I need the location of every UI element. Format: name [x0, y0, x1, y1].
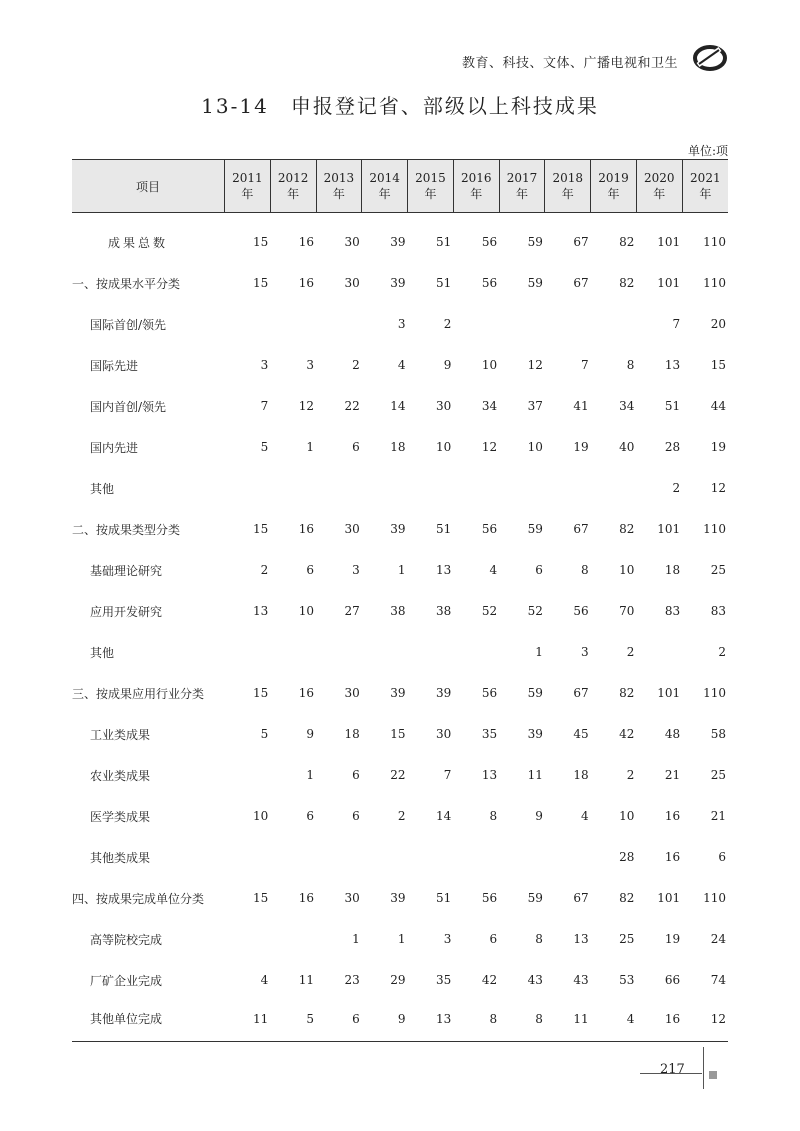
table-cell: 4: [580, 809, 589, 823]
column-header-year: 2021 年: [682, 160, 728, 213]
table-cell: 35: [481, 727, 498, 741]
table-cell: 52: [481, 604, 498, 618]
table-cell: 3: [397, 317, 406, 331]
table-cell: 3: [580, 645, 589, 659]
table-cell: 110: [703, 891, 726, 905]
row-label: 其他类成果: [90, 850, 151, 865]
column-header-year: 2015 年: [408, 160, 454, 213]
table-cell: 6: [316, 1001, 362, 1042]
table-cell: 1: [397, 563, 406, 577]
table-row: [72, 796, 728, 837]
table-row: [72, 673, 728, 714]
table-row: [72, 345, 728, 386]
table-cell: [316, 468, 362, 509]
table-cell: 11: [225, 1001, 271, 1042]
table-cell: 67: [573, 276, 589, 290]
table-cell: 27: [344, 604, 360, 618]
table-cell: 8: [580, 563, 589, 577]
table-cell: 2: [718, 645, 726, 659]
table-cell: 39: [390, 235, 406, 250]
table-cell: 9: [362, 1001, 408, 1042]
table-cell: 3: [352, 563, 360, 577]
table-cell: 82: [619, 686, 635, 700]
table-row: [72, 509, 728, 550]
table-cell: 15: [252, 235, 269, 250]
table-cell: 42: [481, 973, 498, 987]
table-cell: 42: [619, 727, 635, 741]
table-cell: 6: [489, 932, 498, 946]
table-cell: 51: [436, 235, 452, 250]
table-cell: 16: [298, 686, 315, 700]
row-label: 工业类成果: [90, 727, 151, 742]
table-cell: [362, 632, 408, 673]
table-row: [72, 263, 728, 304]
table-cell: 14: [390, 399, 406, 413]
row-label: 厂矿企业完成: [90, 973, 163, 988]
table-cell: 48: [664, 727, 681, 741]
table-cell: 22: [390, 768, 406, 782]
table-cell: 1: [306, 440, 315, 454]
table-cell: [225, 632, 271, 673]
table-cell: 5: [260, 440, 269, 454]
table-number: 13-14: [201, 94, 269, 118]
table-cell: [408, 837, 454, 878]
table-cell: 39: [436, 686, 452, 700]
table-cell: 82: [619, 891, 635, 905]
column-header-year: 2018 年: [545, 160, 591, 213]
column-header-year: 2012 年: [270, 160, 316, 213]
table-cell: 56: [481, 686, 498, 700]
table-cell: 3: [443, 932, 452, 946]
table-cell: 45: [573, 727, 589, 741]
table-cell: 10: [481, 358, 498, 372]
table-row: [72, 960, 728, 1001]
row-label: 国内先进: [90, 440, 139, 455]
table-cell: 10: [619, 809, 635, 823]
table-cell: 56: [481, 891, 498, 905]
table-cell: 39: [527, 727, 543, 741]
table-cell: 30: [344, 686, 360, 700]
table-cell: [545, 837, 591, 878]
table-cell: 25: [619, 932, 635, 946]
table-cell: 67: [573, 686, 589, 700]
table-cell: [225, 304, 271, 345]
table-cell: 21: [710, 809, 726, 823]
table-row: [72, 632, 728, 673]
table-cell: [453, 468, 499, 509]
table-cell: 21: [664, 768, 681, 782]
table-cell: [408, 468, 454, 509]
table-cell: [636, 632, 682, 673]
table-cell: 8: [453, 1001, 499, 1042]
table-cell: 110: [703, 522, 726, 536]
table-cell: 8: [499, 1001, 545, 1042]
table-row: [72, 427, 728, 468]
table-row: [72, 1001, 728, 1042]
table-cell: 82: [619, 522, 635, 536]
row-label: 其他: [90, 645, 115, 660]
table-cell: 2: [672, 481, 681, 495]
table-cell: 30: [344, 891, 360, 905]
table-cell: 28: [619, 850, 635, 864]
table-cell: [225, 755, 271, 796]
table-cell: 9: [443, 358, 452, 372]
table-cell: 59: [527, 522, 543, 536]
table-title: 申报登记省、部级以上科技成果: [290, 94, 599, 118]
column-header-year: 2019 年: [591, 160, 637, 213]
table-cell: [270, 468, 316, 509]
table-cell: [316, 304, 362, 345]
table-cell: 2: [397, 809, 406, 823]
table-cell: 6: [718, 850, 726, 864]
table-cell: [270, 919, 316, 960]
table-cell: 14: [436, 809, 452, 823]
page-number: 217: [660, 1062, 685, 1077]
table-cell: 13: [481, 768, 498, 782]
table-cell: 41: [573, 399, 589, 413]
table-cell: 101: [657, 235, 681, 250]
table-cell: 15: [252, 522, 269, 536]
statistics-table: [72, 159, 728, 1042]
table-cell: 101: [657, 891, 681, 905]
table-cell: 9: [535, 809, 543, 823]
table-cell: 10: [298, 604, 315, 618]
table-row: [72, 550, 728, 591]
table-row: [72, 919, 728, 960]
table-cell: 34: [481, 399, 498, 413]
column-header-year: 2020 年: [636, 160, 682, 213]
table-cell: 19: [664, 932, 681, 946]
table-cell: 24: [710, 932, 726, 946]
table-cell: [591, 304, 637, 345]
table-cell: 110: [703, 235, 726, 250]
table-row: [72, 755, 728, 796]
table-cell: 40: [619, 440, 635, 454]
table-cell: [453, 632, 499, 673]
table-cell: 82: [619, 276, 635, 290]
table-cell: 12: [527, 358, 543, 372]
table-cell: 44: [710, 399, 726, 413]
column-header-year: 2016 年: [453, 160, 499, 213]
table-cell: 25: [710, 563, 726, 577]
table-cell: 4: [489, 563, 498, 577]
table-cell: [270, 304, 316, 345]
table-cell: 13: [436, 563, 452, 577]
table-cell: 8: [489, 809, 498, 823]
table-cell: 70: [619, 604, 635, 618]
table-cell: 13: [664, 358, 681, 372]
row-label: 高等院校完成: [90, 932, 163, 947]
table-cell: 53: [619, 973, 635, 987]
row-label: 医学类成果: [90, 809, 151, 824]
footer-divider: [703, 1047, 704, 1089]
table-cell: 23: [344, 973, 360, 987]
publication-logo: [692, 43, 728, 73]
table-cell: 7: [580, 358, 589, 372]
table-cell: 38: [436, 604, 452, 618]
table-cell: 6: [306, 563, 315, 577]
row-label: 基础理论研究: [90, 563, 163, 578]
table-cell: 10: [527, 440, 543, 454]
table-row: [72, 213, 728, 263]
table-cell: 10: [619, 563, 635, 577]
table-cell: 15: [710, 358, 726, 372]
table-cell: [316, 632, 362, 673]
table-cell: 66: [664, 973, 681, 987]
unit-label: 单位:项: [687, 144, 728, 158]
table-cell: 51: [436, 522, 452, 536]
table-cell: 3: [260, 358, 269, 372]
table-cell: 7: [260, 399, 269, 413]
table-header-row: [72, 160, 728, 213]
table-cell: 20: [710, 317, 726, 331]
table-cell: [545, 304, 591, 345]
table-cell: 12: [710, 481, 726, 495]
table-cell: 16: [298, 891, 315, 905]
table-cell: [591, 468, 637, 509]
table-cell: [453, 837, 499, 878]
table-cell: 19: [710, 440, 726, 454]
table-cell: 16: [298, 235, 315, 250]
table-cell: [408, 632, 454, 673]
table-cell: 59: [527, 891, 543, 905]
table-cell: 13: [573, 932, 589, 946]
table-cell: 4: [260, 973, 269, 987]
table-cell: 6: [306, 809, 315, 823]
table-cell: 5: [270, 1001, 316, 1042]
table-cell: 11: [298, 973, 315, 987]
table-cell: 4: [591, 1001, 637, 1042]
row-label: 国际先进: [90, 358, 139, 373]
table-cell: 12: [682, 1001, 728, 1042]
table-cell: 1: [397, 932, 406, 946]
table-cell: 30: [436, 727, 452, 741]
table-cell: 35: [436, 973, 452, 987]
table-cell: 110: [703, 276, 726, 290]
table-cell: 67: [573, 235, 589, 250]
table-cell: 83: [710, 604, 726, 618]
table-cell: 7: [672, 317, 681, 331]
table-cell: 5: [260, 727, 269, 741]
table-cell: 16: [636, 1001, 682, 1042]
table-cell: 11: [527, 768, 543, 782]
table-cell: 11: [545, 1001, 591, 1042]
table-cell: 39: [390, 891, 406, 905]
table-cell: 43: [573, 973, 589, 987]
table-cell: 51: [664, 399, 681, 413]
table-cell: 1: [352, 932, 360, 946]
table-cell: 1: [535, 645, 543, 659]
row-label: 二、按成果类型分类: [72, 522, 181, 537]
table-cell: [270, 837, 316, 878]
column-header-year: 2013 年: [316, 160, 362, 213]
table-cell: 39: [390, 276, 406, 290]
table-cell: 3: [306, 358, 315, 372]
page-title: [0, 90, 800, 119]
table-cell: 6: [352, 440, 360, 454]
table-cell: [225, 919, 271, 960]
table-cell: 51: [436, 891, 452, 905]
table-cell: 18: [344, 727, 360, 741]
table-cell: 37: [527, 399, 543, 413]
table-row: [72, 304, 728, 345]
table-cell: [270, 632, 316, 673]
table-cell: [545, 468, 591, 509]
table-cell: 6: [352, 809, 360, 823]
table-row: [72, 714, 728, 755]
table-cell: 51: [436, 276, 452, 290]
table-cell: 59: [527, 276, 543, 290]
table-cell: [225, 468, 271, 509]
table-cell: 2: [443, 317, 452, 331]
table-cell: 56: [481, 235, 498, 250]
row-label: 国际首创/领先: [90, 317, 167, 332]
row-label: 其他: [90, 481, 115, 496]
row-label: 成果总数: [108, 235, 169, 250]
table-cell: 8: [535, 932, 543, 946]
table-cell: 58: [710, 727, 726, 741]
column-header-year: 2017 年: [499, 160, 545, 213]
table-cell: 1: [306, 768, 315, 782]
table-cell: 10: [252, 809, 269, 823]
table-cell: 6: [535, 563, 543, 577]
table-cell: 13: [408, 1001, 454, 1042]
table-cell: 2: [626, 768, 635, 782]
column-header-item: 项目: [72, 160, 225, 213]
table-cell: 43: [527, 973, 543, 987]
table-cell: 10: [436, 440, 452, 454]
table-cell: 39: [390, 686, 406, 700]
table-cell: 7: [443, 768, 452, 782]
row-label: 三、按成果应用行业分类: [72, 686, 205, 701]
table-cell: [316, 837, 362, 878]
table-cell: 101: [657, 686, 681, 700]
row-label: 农业类成果: [90, 768, 151, 783]
table-cell: [499, 468, 545, 509]
table-cell: 110: [703, 686, 726, 700]
table-cell: 15: [252, 276, 269, 290]
column-header-year: 2014 年: [362, 160, 408, 213]
table-cell: 6: [352, 768, 360, 782]
table-cell: [225, 837, 271, 878]
table-cell: [362, 468, 408, 509]
row-label: 应用开发研究: [90, 604, 163, 619]
table-cell: 67: [573, 891, 589, 905]
table-cell: 30: [344, 235, 360, 250]
table-row: [72, 591, 728, 632]
table-cell: 12: [481, 440, 498, 454]
table-cell: 38: [390, 604, 406, 618]
table-cell: 15: [390, 727, 406, 741]
table-cell: 18: [573, 768, 589, 782]
table-cell: 30: [344, 276, 360, 290]
table-cell: 28: [664, 440, 681, 454]
table-cell: 8: [626, 358, 635, 372]
section-header: 教育、科技、文体、广播电视和卫生: [461, 56, 678, 71]
table-cell: 56: [481, 522, 498, 536]
table-cell: 13: [252, 604, 269, 618]
table-cell: 16: [664, 850, 681, 864]
table-cell: 59: [527, 235, 543, 250]
table-cell: 34: [619, 399, 635, 413]
table-cell: 15: [252, 686, 269, 700]
table-cell: 56: [573, 604, 589, 618]
table-cell: 56: [481, 276, 498, 290]
table-row: [72, 837, 728, 878]
table-cell: 9: [306, 727, 315, 741]
table-cell: 101: [657, 522, 681, 536]
table-cell: 22: [344, 399, 360, 413]
table-cell: [362, 837, 408, 878]
table-cell: 67: [573, 522, 589, 536]
table-cell: 18: [664, 563, 681, 577]
footer-square-icon: [709, 1071, 717, 1079]
table-cell: 16: [298, 522, 315, 536]
table-cell: [499, 304, 545, 345]
row-label: 其他单位完成: [72, 1001, 225, 1042]
table-cell: 30: [344, 522, 360, 536]
table-cell: 16: [664, 809, 681, 823]
table-cell: 39: [390, 522, 406, 536]
table-cell: 16: [298, 276, 315, 290]
table-cell: 15: [252, 891, 269, 905]
table-cell: 2: [626, 645, 635, 659]
table-row: [72, 386, 728, 427]
table-cell: [453, 304, 499, 345]
table-cell: 2: [352, 358, 360, 372]
table-row: [72, 878, 728, 919]
table-cell: 74: [710, 973, 726, 987]
table-cell: 18: [390, 440, 406, 454]
table-cell: 59: [527, 686, 543, 700]
table-cell: 2: [260, 563, 269, 577]
table-cell: [499, 837, 545, 878]
table-body: [72, 213, 728, 1042]
row-label: 四、按成果完成单位分类: [72, 891, 205, 906]
table-cell: 83: [664, 604, 681, 618]
table-row: [72, 468, 728, 509]
table-cell: 4: [397, 358, 406, 372]
row-label: 一、按成果水平分类: [72, 276, 181, 291]
table-cell: 30: [436, 399, 452, 413]
row-label: 国内首创/领先: [90, 399, 167, 414]
table-cell: 82: [619, 235, 635, 250]
table-cell: 101: [657, 276, 681, 290]
table-cell: 52: [527, 604, 543, 618]
table-cell: 29: [390, 973, 406, 987]
table-cell: 19: [573, 440, 589, 454]
table-cell: 12: [298, 399, 315, 413]
column-header-year: 2011 年: [225, 160, 271, 213]
table-cell: 25: [710, 768, 726, 782]
